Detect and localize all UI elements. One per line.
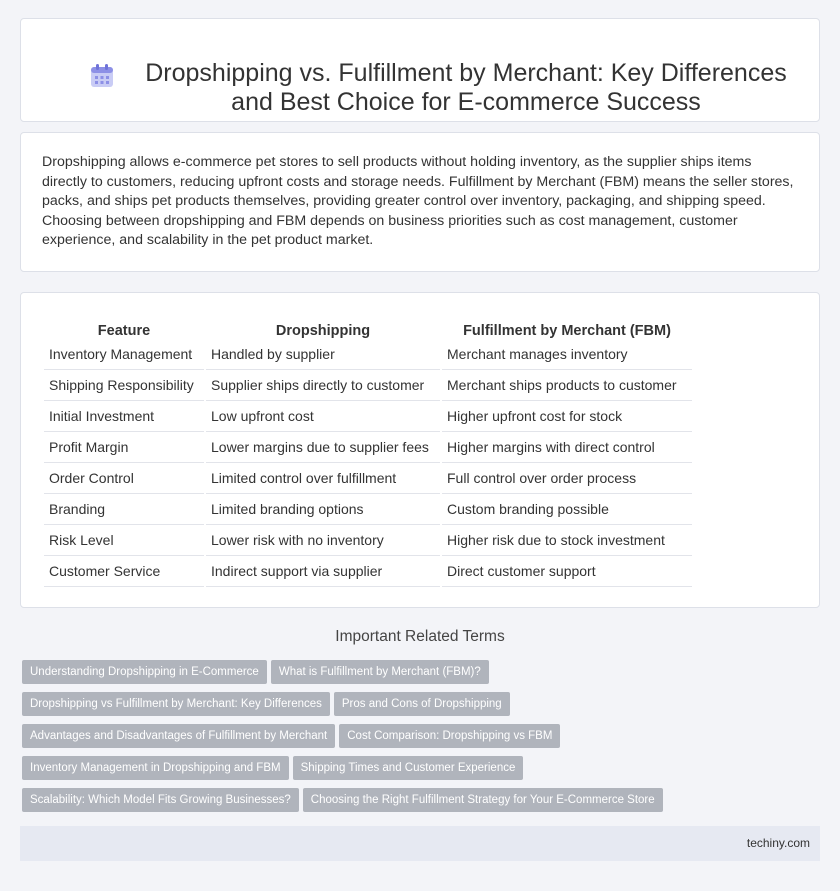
header-fbm: Fulfillment by Merchant (FBM) [463,323,671,339]
related-terms-heading: Important Related Terms [335,628,505,645]
title-card [20,18,820,122]
related-term-link[interactable]: Pros and Cons of Dropshipping [334,692,510,716]
footer-site-name[interactable]: techiny.com [746,836,810,850]
related-term-link[interactable]: Dropshipping vs Fulfillment by Merchant: Key Differences [22,692,330,716]
tag-row [22,660,812,692]
table-header-row [44,315,692,339]
table-row [44,494,692,525]
header-feature: Feature [97,323,151,339]
tag-row [22,692,812,724]
table-cell: Lower risk with no inventory [206,525,440,556]
table-row [44,432,692,463]
table-cell: Higher upfront cost for stock [442,401,692,432]
table-cell: Inventory Management [44,339,204,370]
table-cell: Full control over order process [442,463,692,494]
table-cell: Higher risk due to stock investment [442,525,692,556]
table-cell: Customer Service [44,556,204,587]
table-cell: Supplier ships directly to customer [206,370,440,401]
related-term-link[interactable]: Choosing the Right Fulfillment Strategy for Your E-Commerce Store [303,788,663,812]
table-cell: Merchant manages inventory [442,339,692,370]
related-terms-list [22,660,812,820]
summary-card [20,132,820,272]
table-cell: Risk Level [44,525,204,556]
related-term-link[interactable]: Inventory Management in Dropshipping and FBM [22,756,289,780]
table-cell: Indirect support via supplier [206,556,440,587]
related-term-link[interactable]: Understanding Dropshipping in E-Commerce [22,660,267,684]
table-cell: Lower margins due to supplier fees [206,432,440,463]
related-term-link[interactable]: Advantages and Disadvantages of Fulfillment by Merchant [22,724,335,748]
summary-text: Dropshipping allows e-commerce pet stores to sell products without holding inventory, as the supplier ships items directly to customers, reducing upfront costs and storage needs. Fulfillment by Merchant (FBM) means the seller stores, packs, and ships pet products themselves, providing greater control over inventory, packaging, and shipping speed. Choosing between dropshipping and FBM depends on business priorities such as cost management, customer experience, and scalability in the pet product market. [42,154,794,249]
table-cell: Higher margins with direct control [442,432,692,463]
table-cell: Low upfront cost [206,401,440,432]
table-row [44,556,692,587]
calendar-icon [89,63,115,89]
table-cell: Limited branding options [206,494,440,525]
table-row [44,401,692,432]
table-row [44,370,692,401]
tag-row [22,756,812,788]
comparison-table-card [20,292,820,608]
table-cell: Branding [44,494,204,525]
table-cell: Initial Investment [44,401,204,432]
related-term-link[interactable]: Shipping Times and Customer Experience [293,756,524,780]
comparison-table [42,315,694,587]
related-term-link[interactable]: Scalability: Which Model Fits Growing Businesses? [22,788,299,812]
table-cell: Direct customer support [442,556,692,587]
table-cell: Shipping Responsibility [44,370,204,401]
table-cell: Profit Margin [44,432,204,463]
table-cell: Custom branding possible [442,494,692,525]
table-row [44,339,692,370]
table-row [44,463,692,494]
table-row [44,525,692,556]
table-cell: Limited control over fulfillment [206,463,440,494]
tag-row [22,724,812,756]
table-cell: Handled by supplier [206,339,440,370]
page-title: Dropshipping vs. Fulfillment by Merchant: Key Differences and Best Choice for E-commerce Success [145,59,787,116]
tag-row [22,788,812,820]
table-cell: Order Control [44,463,204,494]
footer [20,826,820,861]
related-term-link[interactable]: Cost Comparison: Dropshipping vs FBM [339,724,560,748]
header-dropshipping: Dropshipping [275,323,371,339]
table-cell: Merchant ships products to customer [442,370,692,401]
related-term-link[interactable]: What is Fulfillment by Merchant (FBM)? [271,660,489,684]
